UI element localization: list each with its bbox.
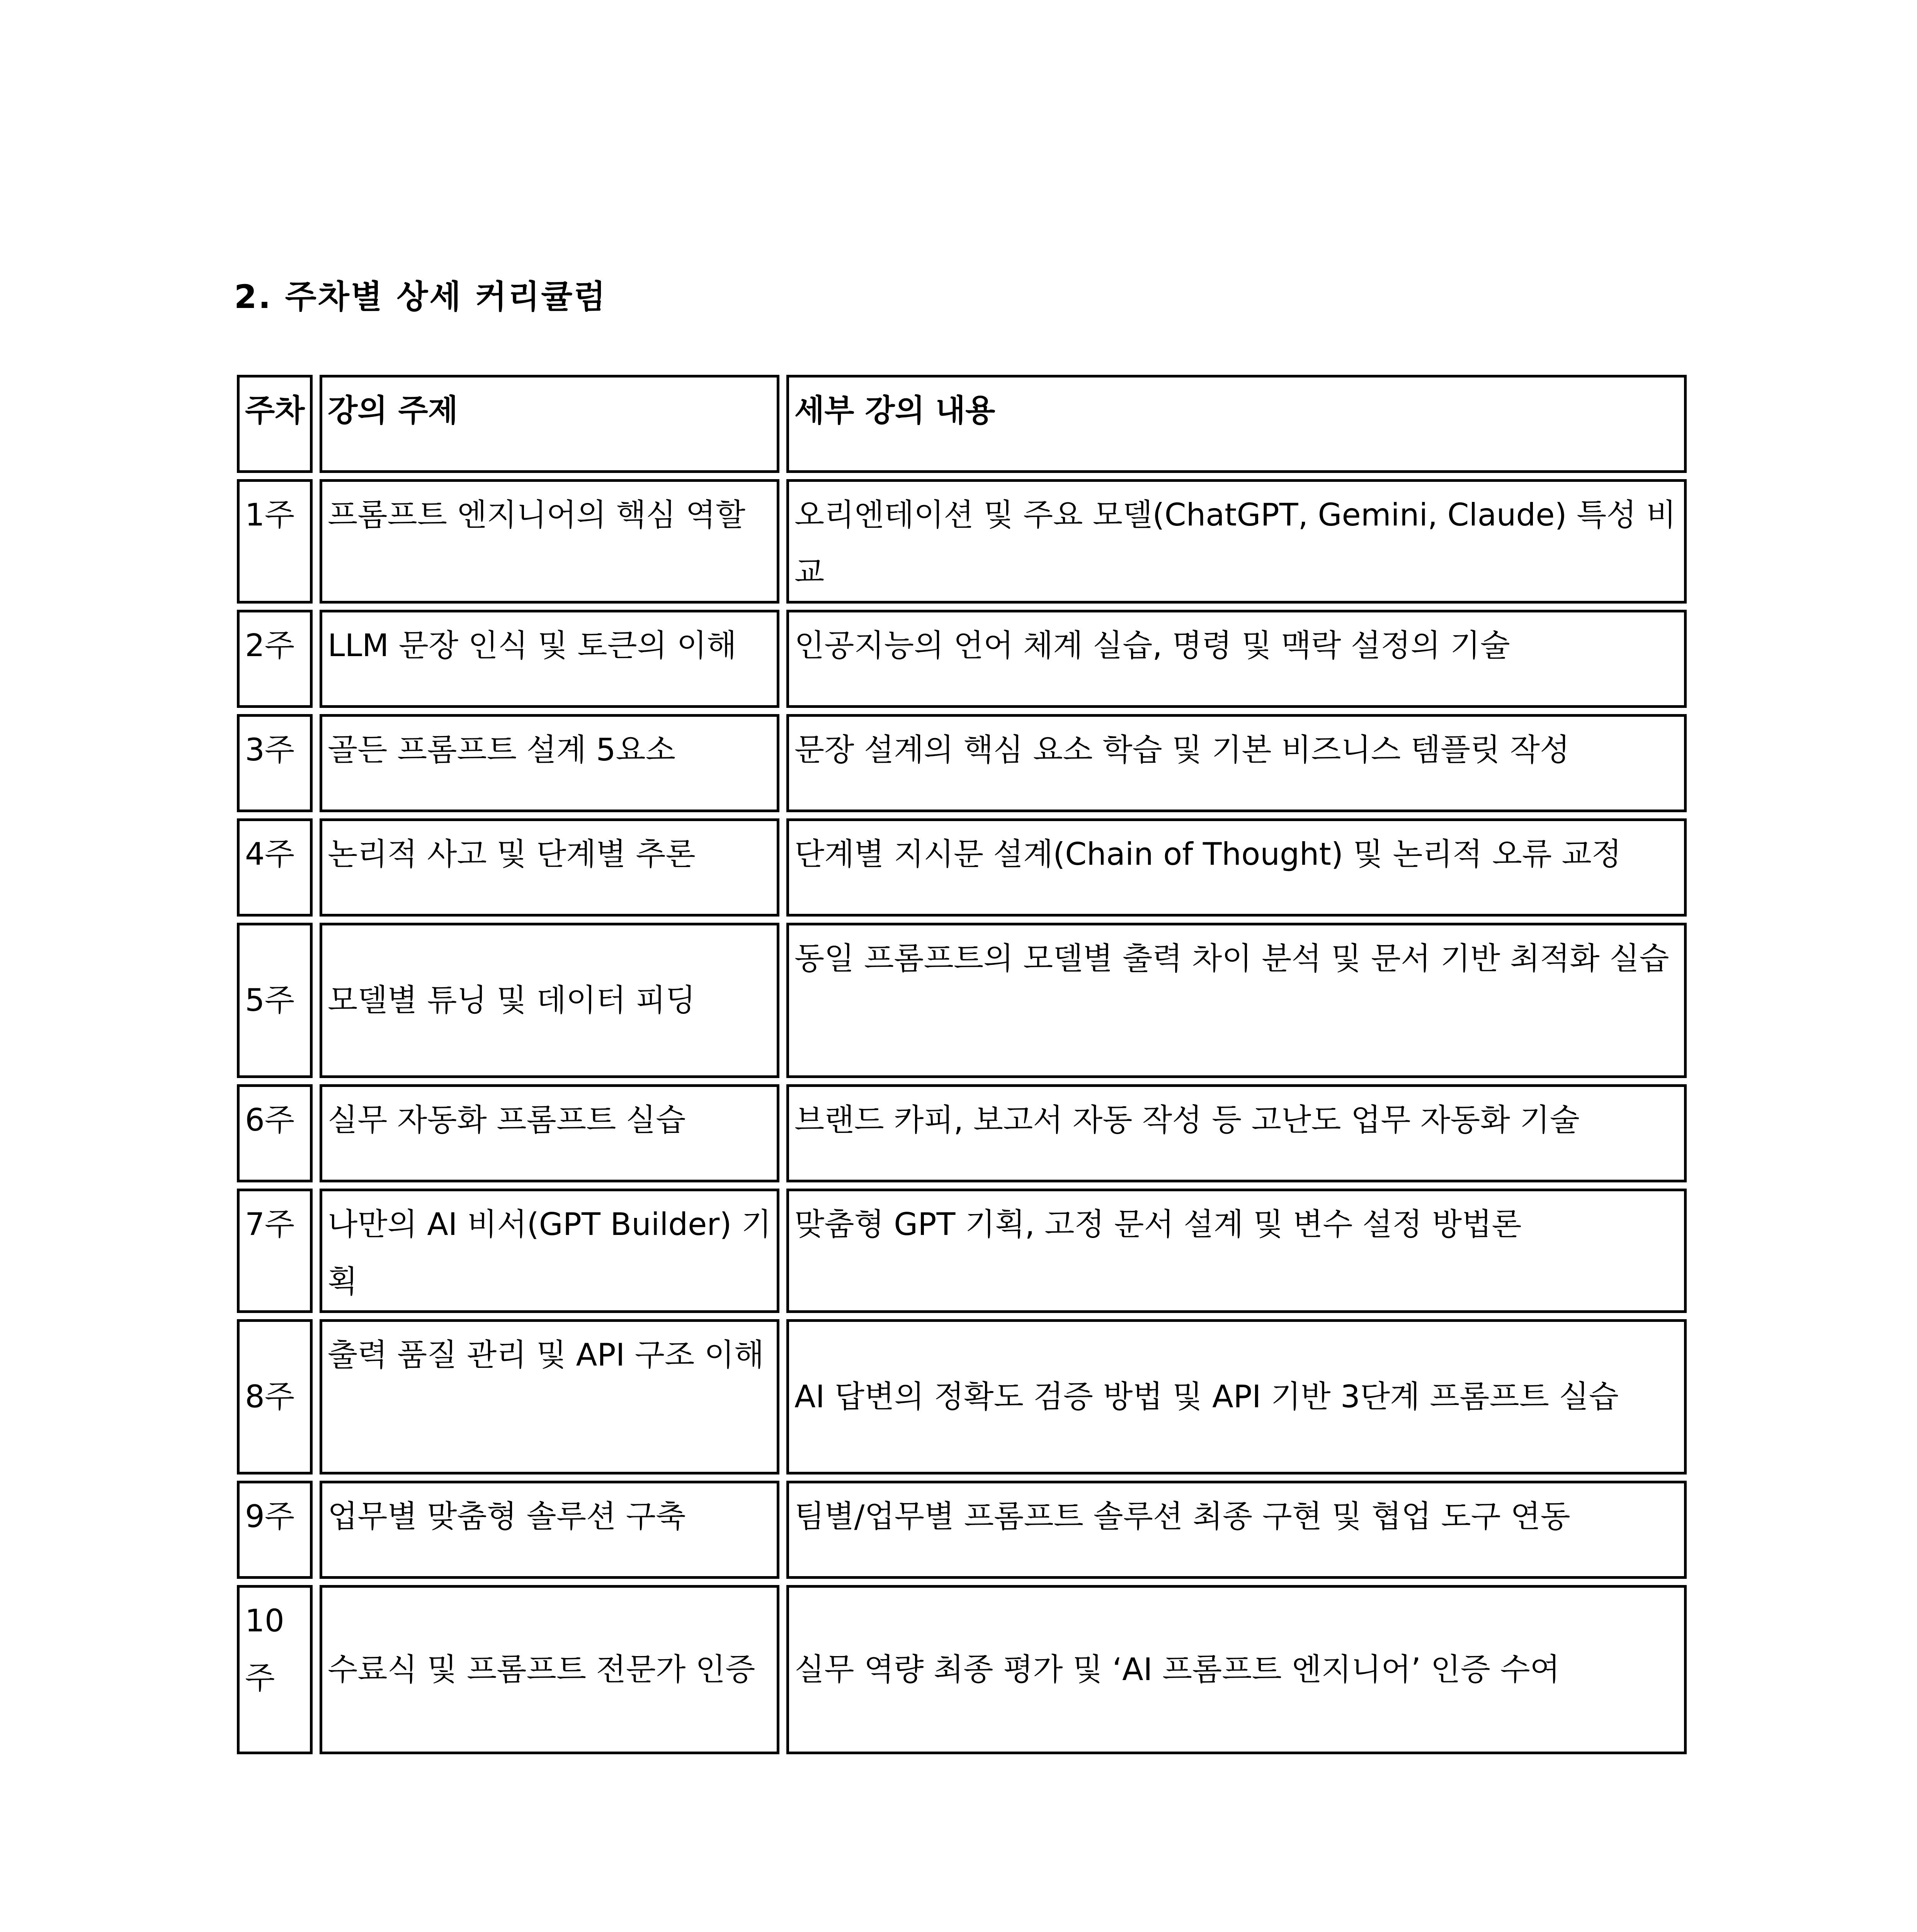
table-row <box>237 923 1687 1078</box>
week-cell: 8주 <box>237 1319 313 1475</box>
detail-cell: 인공지능의 언어 체계 실습, 명령 및 맥락 설정의 기술 <box>786 610 1687 708</box>
header-topic: 강의 주제 <box>320 375 779 473</box>
detail-cell: 문장 설계의 핵심 요소 학습 및 기본 비즈니스 템플릿 작성 <box>786 714 1687 812</box>
detail-cell: 단계별 지시문 설계(Chain of Thought) 및 논리적 오류 교정 <box>786 818 1687 917</box>
detail-cell: 오리엔테이션 및 주요 모델(ChatGPT, Gemini, Claude) 특성 비교 <box>786 479 1687 604</box>
week-cell: 2주 <box>237 610 313 708</box>
detail-cell: 동일 프롬프트의 모델별 출력 차이 분석 및 문서 기반 최적화 실습 <box>786 923 1687 1078</box>
table-header-row <box>237 375 1687 473</box>
week-cell: 10주 <box>237 1585 313 1754</box>
detail-cell: AI 답변의 정확도 검증 방법 및 API 기반 3단계 프롬프트 실습 <box>786 1319 1687 1475</box>
detail-cell: 브랜드 카피, 보고서 자동 작성 등 고난도 업무 자동화 기술 <box>786 1084 1687 1182</box>
table-row <box>237 1585 1687 1754</box>
topic-cell: 골든 프롬프트 설계 5요소 <box>320 714 779 812</box>
topic-cell: 나만의 AI 비서(GPT Builder) 기획 <box>320 1189 779 1313</box>
topic-cell: 논리적 사고 및 단계별 추론 <box>320 818 779 917</box>
topic-cell: 모델별 튜닝 및 데이터 피딩 <box>320 923 779 1078</box>
table-row <box>237 714 1687 812</box>
week-cell: 9주 <box>237 1481 313 1579</box>
topic-cell: 프롬프트 엔지니어의 핵심 역할 <box>320 479 779 604</box>
header-detail: 세부 강의 내용 <box>786 375 1687 473</box>
detail-cell: 실무 역량 최종 평가 및 ‘AI 프롬프트 엔지니어’ 인증 수여 <box>786 1585 1687 1754</box>
week-cell: 7주 <box>237 1189 313 1313</box>
topic-cell: 출력 품질 관리 및 API 구조 이해 <box>320 1319 779 1475</box>
detail-cell: 팀별/업무별 프롬프트 솔루션 최종 구현 및 협업 도구 연동 <box>786 1481 1687 1579</box>
topic-cell: 업무별 맞춤형 솔루션 구축 <box>320 1481 779 1579</box>
topic-cell: 수료식 및 프롬프트 전문가 인증 <box>320 1585 779 1754</box>
topic-cell: LLM 문장 인식 및 토큰의 이해 <box>320 610 779 708</box>
section-title: 2. 주차별 상세 커리큘럼 <box>234 278 607 316</box>
table-row <box>237 479 1687 604</box>
table-row <box>237 1319 1687 1475</box>
week-cell: 6주 <box>237 1084 313 1182</box>
table-row <box>237 818 1687 917</box>
week-cell: 5주 <box>237 923 313 1078</box>
table-row <box>237 1481 1687 1579</box>
topic-cell: 실무 자동화 프롬프트 실습 <box>320 1084 779 1182</box>
table-row <box>237 610 1687 708</box>
curriculum-table <box>230 369 1694 1760</box>
week-cell: 4주 <box>237 818 313 917</box>
table-row <box>237 1189 1687 1313</box>
detail-cell: 맞춤형 GPT 기획, 고정 문서 설계 및 변수 설정 방법론 <box>786 1189 1687 1313</box>
table-row <box>237 1084 1687 1182</box>
week-cell: 1주 <box>237 479 313 604</box>
header-week: 주차 <box>237 375 313 473</box>
week-cell: 3주 <box>237 714 313 812</box>
